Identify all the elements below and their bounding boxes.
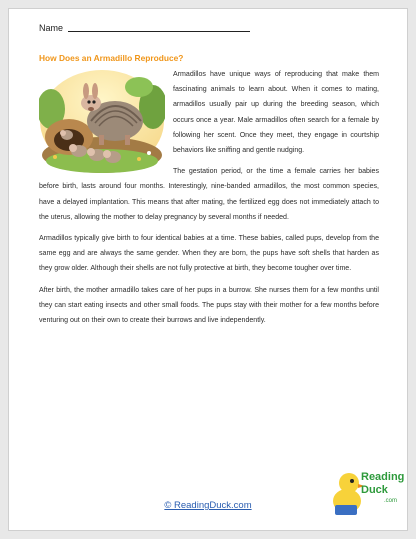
logo-text-reading: Reading (361, 471, 405, 483)
armadillo-family-illustration (39, 69, 165, 174)
readingduck-logo (331, 463, 405, 521)
paragraph-3: Armadillos typically give birth to four identical babies at a time. These babies, called pups, develop from the same egg and are always the same gender. When they are born, the pups have soft shells that harden as they grow older. Although their shells are not fully protective at birth, they become tougher over time. (39, 235, 379, 273)
article-title: How Does an Armadillo Reproduce? (39, 53, 184, 63)
name-label: Name (39, 23, 64, 33)
article-body (39, 67, 379, 334)
name-line[interactable] (68, 31, 250, 32)
paragraph-4: After birth, the mother armadillo takes care of her pups in a burrow. She nurses them for a few months until they can start eating insects and other small foods. The pups stay with their mother for a few months before venturing out on their own to create their burrows and live independently. (39, 286, 379, 325)
paragraph-2: The gestation period, or the time a female carries her babies before birth, lasts around four months. Interestingly, nine-banded armadillos, the most common species, have a delayed implantation. This means that after mating, the fertilized egg does not immediately attach to the uterus, allowing the mother to delay pregnancy by several months if needed. (39, 168, 379, 221)
armadillo-illustration-svg (39, 69, 165, 174)
paragraph-1: Armadillos have unique ways of reproducing that make them fascinating animals to learn about. When it comes to mating, armadillos usually pair up during the breeding season, which occurs once a year. Male armadillos often search for a female by following her scent. Once they meet, they engage in courtship behaviors like sniffing and gentle nudging. (173, 71, 379, 155)
logo-text-com: .com (384, 498, 398, 504)
readingduck-link[interactable]: © ReadingDuck.com (164, 500, 252, 511)
worksheet-page (8, 8, 408, 531)
logo-text-duck: Duck (361, 484, 388, 496)
name-field-row (39, 23, 250, 33)
